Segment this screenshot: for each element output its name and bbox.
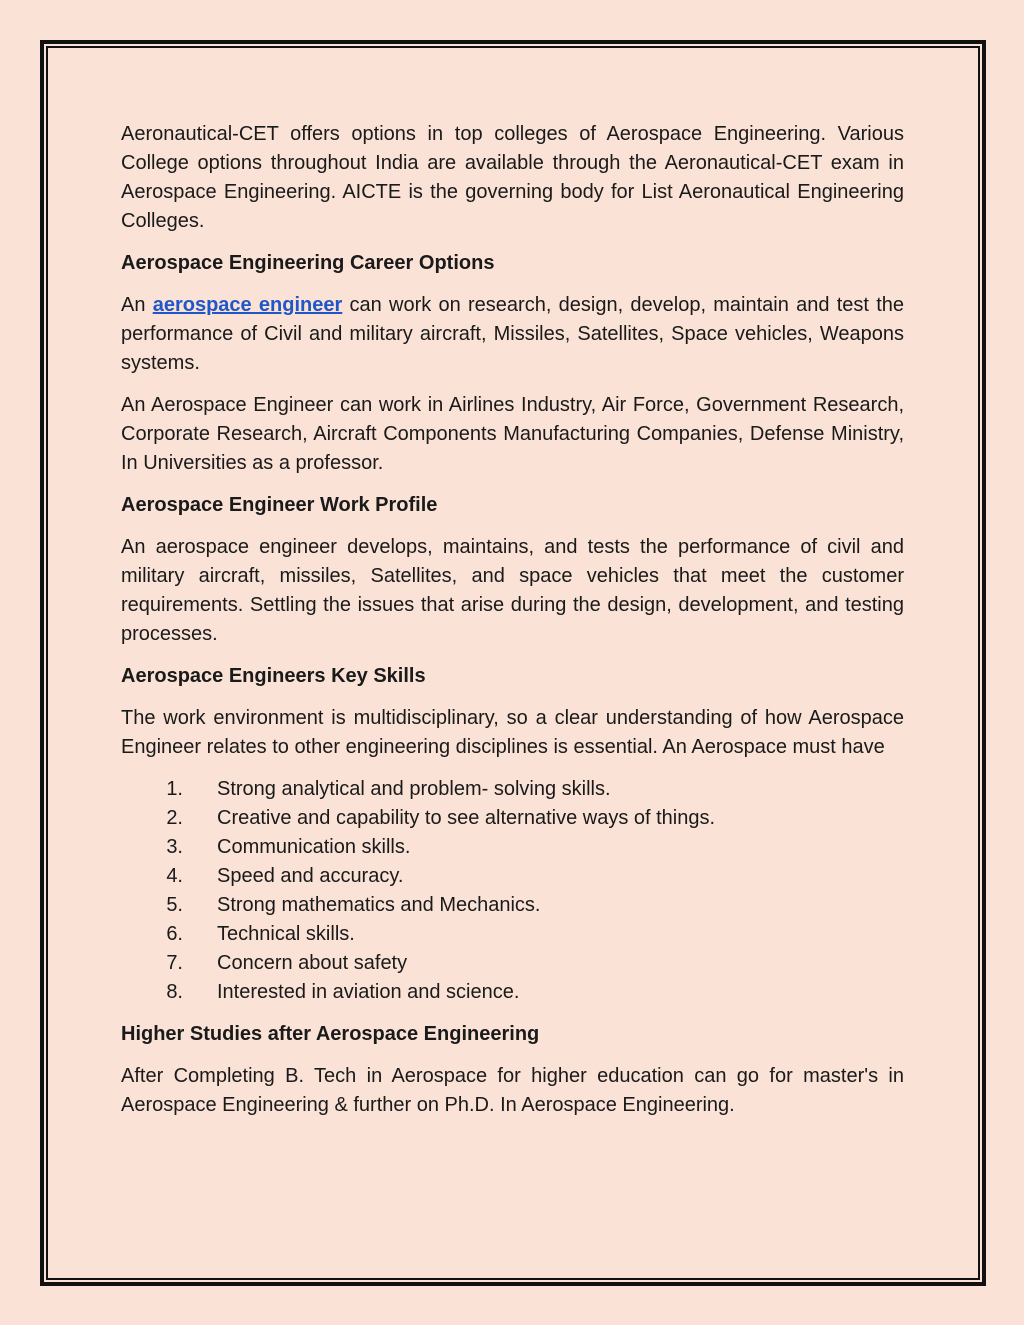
list-item — [121, 775, 904, 804]
aerospace-engineer-link[interactable]: aerospace engineer — [152, 294, 343, 316]
list-item-number: 3. — [166, 836, 183, 858]
list-item-text: Speed and accuracy. — [217, 865, 404, 887]
list-item — [121, 862, 904, 891]
list-item-number: 4. — [166, 865, 183, 887]
key-skills-paragraph: The work environment is multidisciplinary, so a clear understanding of how Aerospace Engineer relates to other engineering disciplines is essential. An Aerospace must have — [121, 707, 904, 758]
work-profile-paragraph: An aerospace engineer develops, maintains, and tests the performance of civil and military aircraft, missiles, Satellites, and space vehicles that meet the customer requirements. Settling the issues that arise during the design, development, and testing processes. — [121, 536, 904, 645]
higher-studies-heading: Higher Studies after Aerospace Engineering — [121, 1023, 540, 1045]
career-paragraph-suffix: can work on research, design, develop, maintain and test the performance of Civil and military aircraft, Missiles, Satellites, Space vehicles, Weapons systems. — [121, 294, 905, 374]
list-item — [121, 949, 904, 978]
list-item-text: Strong mathematics and Mechanics. — [217, 894, 541, 916]
list-item — [121, 804, 904, 833]
list-item — [121, 978, 904, 1007]
list-item-text: Strong analytical and problem- solving skills. — [217, 778, 611, 800]
list-item-number: 5. — [166, 894, 183, 916]
career-paragraph — [121, 291, 904, 378]
list-item-text: Creative and capability to see alternative ways of things. — [217, 807, 716, 829]
career-paragraph-prefix: An — [121, 294, 153, 316]
key-skills-heading: Aerospace Engineers Key Skills — [121, 665, 426, 687]
intro-paragraph: Aeronautical-CET offers options in top colleges of Aerospace Engineering. Various College options throughout India are available through the Aeronautical-CET exam in Aerospace Engineering. AICTE is the governing body for List Aeronautical Engineering Colleges. — [121, 123, 904, 232]
document-body — [121, 120, 904, 1133]
skills-list — [121, 775, 904, 1007]
list-item-text: Technical skills. — [217, 923, 355, 945]
list-item-number: 7. — [166, 952, 183, 974]
workplaces-paragraph: An Aerospace Engineer can work in Airlines Industry, Air Force, Government Research, Corporate Research, Aircraft Components Manufacturing Companies, Defense Ministry, In Universities as a professor. — [121, 394, 904, 474]
list-item — [121, 891, 904, 920]
work-profile-heading: Aerospace Engineer Work Profile — [121, 494, 438, 516]
list-item-number: 1. — [166, 778, 183, 800]
list-item-text: Interested in aviation and science. — [217, 981, 520, 1003]
career-options-heading: Aerospace Engineering Career Options — [121, 252, 495, 274]
list-item-number: 8. — [166, 981, 183, 1003]
list-item — [121, 920, 904, 949]
list-item-number: 6. — [166, 923, 183, 945]
list-item — [121, 833, 904, 862]
higher-studies-paragraph: After Completing B. Tech in Aerospace for higher education can go for master's in Aerospace Engineering & further on Ph.D. In Aerospace Engineering. — [121, 1065, 904, 1116]
list-item-number: 2. — [166, 807, 183, 829]
list-item-text: Communication skills. — [217, 836, 411, 858]
list-item-text: Concern about safety — [217, 952, 408, 974]
